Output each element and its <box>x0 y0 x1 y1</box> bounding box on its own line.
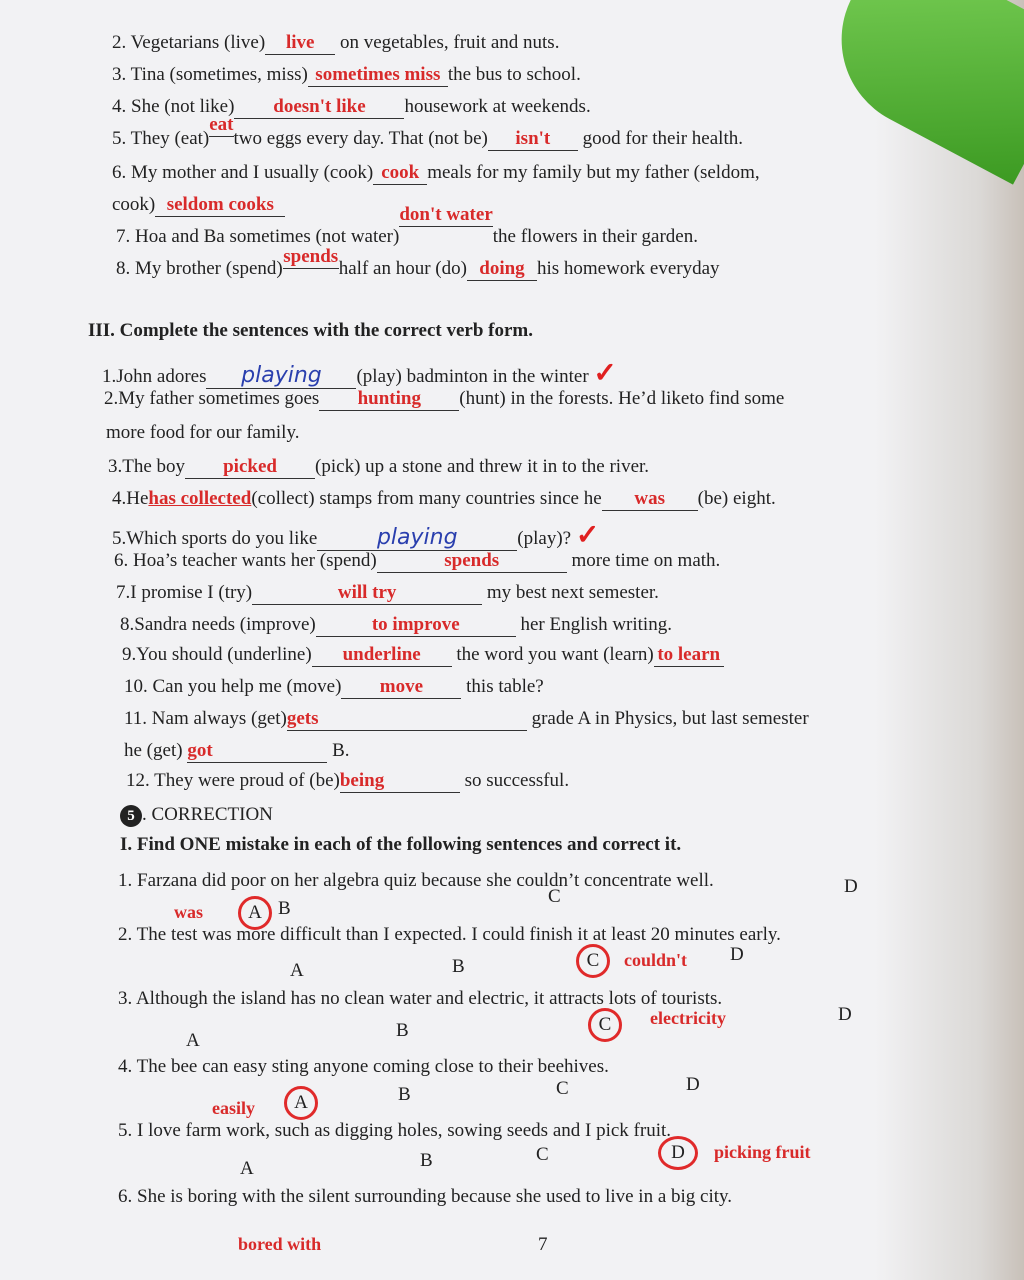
correction-item: 1. Farzana did poor on her algebra quiz because she couldn’t concentrate well. <box>118 870 714 891</box>
exercise-line: 7.I promise I (try) will try my best next semester. <box>116 582 659 603</box>
option-letter: C <box>576 944 610 978</box>
option-letter: B <box>420 1150 433 1171</box>
option-letter: D <box>686 1074 700 1095</box>
correction-answer: bored with <box>238 1234 322 1254</box>
option-letter: C <box>548 886 561 907</box>
option-letter: D <box>730 944 744 965</box>
exercise-line: 2. Vegetarians (live) live on vegetables, fruit and nuts. <box>112 32 560 53</box>
exercise-line: cook) seldom cooks <box>112 194 285 217</box>
correction-item: 3. Although the island has no clean water and electric, it attracts lots of tourists. <box>118 988 723 1009</box>
exercise-line: 7. Hoa and Ba sometimes (not water)don't waterthe flowers in their garden. <box>116 204 698 247</box>
option-letter: B <box>398 1084 411 1105</box>
option-letter: A <box>238 896 272 930</box>
option-letter: A <box>290 960 304 981</box>
option-letter: A <box>284 1086 318 1120</box>
option-letter: B <box>278 898 291 919</box>
exercise-line: 11. Nam always (get)gets grade A in Physics, but last semester <box>124 708 809 729</box>
correction-answer: couldn't <box>624 950 688 970</box>
exercise-line: 2.My father sometimes goes hunting (hunt) in the forests. He’d liketo find some <box>104 388 785 409</box>
option-letter: A <box>240 1158 254 1179</box>
exercise-line: he (get) got B. <box>124 740 350 761</box>
section-subtitle: I. Find ONE mistake in each of the following sentences and correct it. <box>120 834 682 855</box>
option-letter: D <box>658 1136 698 1170</box>
exercise-line: 12. They were proud of (be)being so successful. <box>126 770 570 791</box>
exercise-line: 5. They (eat)eattwo eggs every day. That (not be) isn't good for their health. <box>112 114 743 149</box>
exercise-line: 6. My mother and I usually (cook) cook meals for my family but my father (seldom, <box>112 162 760 183</box>
correction-answer: was <box>174 902 204 922</box>
exercise-line: more food for our family. <box>106 422 300 443</box>
exercise-line: 3. Tina (sometimes, miss) sometimes miss the bus to school. <box>112 64 581 85</box>
option-letter: C <box>536 1144 549 1165</box>
checkmark-icon: ✓ <box>593 358 617 389</box>
correction-item: 6. She is boring with the silent surrounding because she used to live in a big city. <box>118 1186 733 1207</box>
section-heading: 5 . CORRECTION <box>120 804 273 827</box>
option-letter: B <box>396 1020 409 1041</box>
option-letter: A <box>186 1030 200 1051</box>
exercise-line: 4. She (not like) doesn't like housework at weekends. <box>112 96 591 117</box>
section-number-badge: 5 <box>120 805 142 827</box>
exercise-line: 3.The boy picked (pick) up a stone and threw it in to the river. <box>108 456 650 477</box>
exercise-line: 4.Hehas collected(collect) stamps from many countries since he was (be) eight. <box>112 488 776 509</box>
page-shadow <box>874 0 1024 1280</box>
section-title: III. Complete the sentences with the correct verb form. <box>88 320 533 341</box>
correction-answer: picking fruit <box>714 1142 811 1162</box>
correction-item: 4. The bee can easy sting anyone coming close to their beehives. <box>118 1056 609 1077</box>
exercise-line: 5.Which sports do you like playing (play)? ✓ <box>112 520 600 551</box>
option-letter: C <box>556 1078 569 1099</box>
option-letter: C <box>588 1008 622 1042</box>
page-number: 7 <box>538 1234 548 1255</box>
exercise-line: 9.You should (underline) underline the word you want (learn) to learn <box>122 644 724 667</box>
correction-item: 2. The test was more difficult than I expected. I could finish it at least 20 minutes early. <box>118 924 781 945</box>
correction-answer: easily <box>212 1098 255 1118</box>
exercise-line: 8. My brother (spend)spendshalf an hour (do) doing his homework everyday <box>116 246 720 279</box>
option-letter: B <box>452 956 465 977</box>
exercise-line: 8.Sandra needs (improve) to improve her English writing. <box>120 614 672 635</box>
exercise-line: 10. Can you help me (move) move this table? <box>124 676 544 697</box>
exercise-line: 6. Hoa’s teacher wants her (spend) spends more time on math. <box>114 550 721 571</box>
option-letter: D <box>838 1004 852 1025</box>
correction-answer: electricity <box>650 1008 726 1028</box>
exercise-line: 1.John adores playing (play) badminton in the winter ✓ <box>102 358 617 389</box>
correction-item: 5. I love farm work, such as digging holes, sowing seeds and I pick fruit. <box>118 1120 672 1141</box>
checkmark-icon: ✓ <box>575 520 600 551</box>
option-letter: D <box>844 876 858 897</box>
